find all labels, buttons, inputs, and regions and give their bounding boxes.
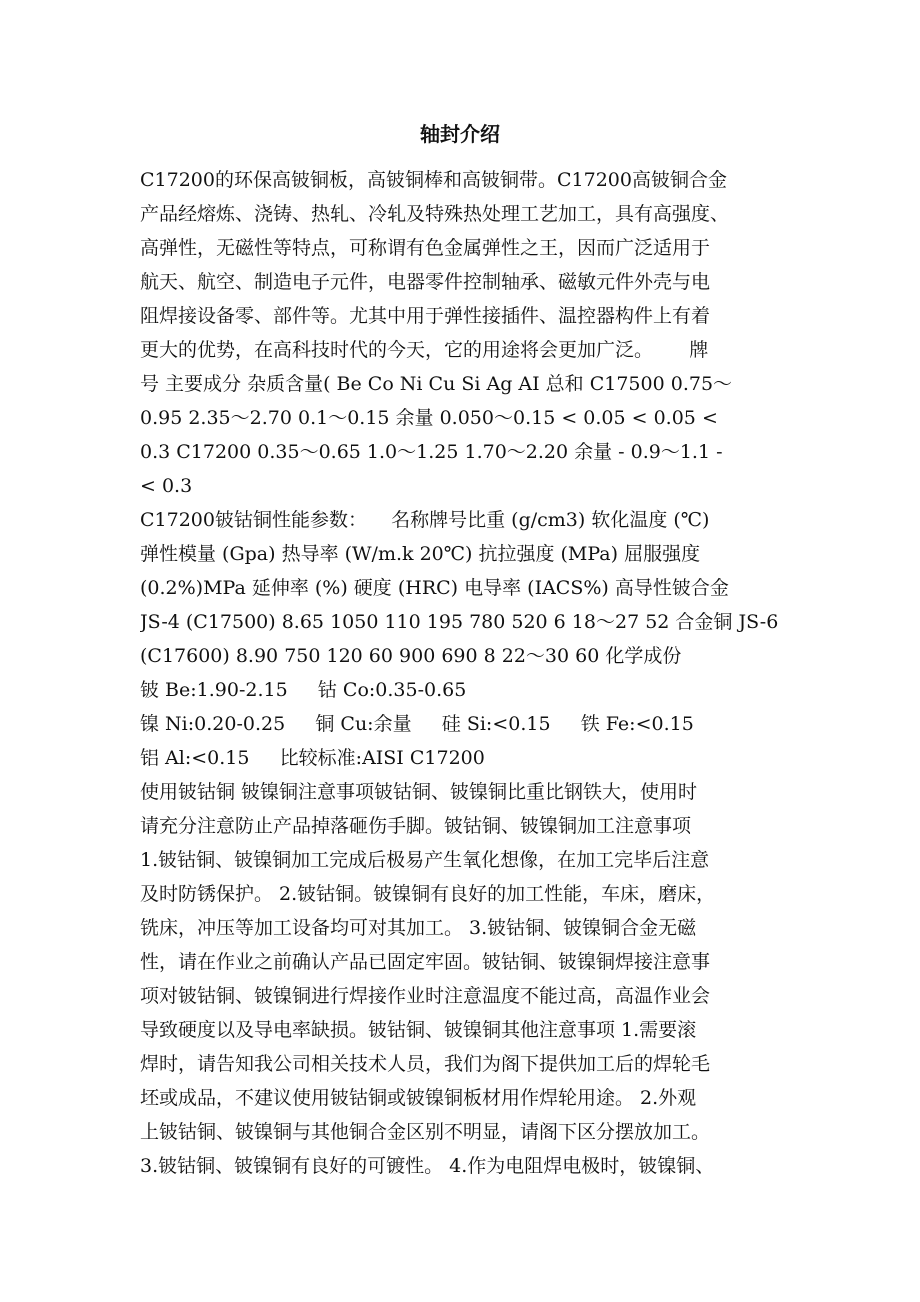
- body-line: 0.95 2.35～2.70 0.1～0.15 余量 0.050～0.15 < 0.05 < 0.05 <: [140, 407, 718, 429]
- body-line: 请充分注意防止产品掉落砸伤手脚。铍钴铜、铍镍铜加工注意事项: [140, 815, 692, 837]
- body-line: < 0.3: [140, 475, 193, 497]
- body-line: 3.铍钴铜、铍镍铜有良好的可镀性。 4.作为电阻焊电极时，铍镍铜、: [140, 1155, 715, 1177]
- body-line: 0.3 C17200 0.35～0.65 1.0～1.25 1.70～2.20 余量 - 0.9～1.1 -: [140, 441, 723, 463]
- body-line: 项对铍钴铜、铍镍铜进行焊接作业时注意温度不能过高，高温作业会: [140, 985, 711, 1007]
- body-line: 产品经熔炼、浇铸、热轧、冷轧及特殊热处理工艺加工，具有高强度、: [140, 203, 730, 225]
- body-line: 1.铍钴铜、铍镍铜加工完成后极易产生氧化想像，在加工完毕后注意: [140, 849, 710, 871]
- body-line: 上铍钴铜、铍镍铜与其他铜合金区别不明显，请阁下区分摆放加工。: [140, 1121, 711, 1143]
- body-line: C17200铍钴铜性能参数： 名称牌号比重 (g/cm3) 软化温度 (℃): [140, 509, 710, 531]
- document-title: 轴封介绍: [420, 122, 500, 146]
- body-line: 航天、航空、制造电子元件，电器零件控制轴承、磁敏元件外壳与电: [140, 271, 711, 293]
- body-line: 高弹性，无磁性等特点，可称谓有色金属弹性之王，因而广泛适用于: [140, 237, 711, 259]
- body-line: 铣床，冲压等加工设备均可对其加工。 3.铍钴铜、铍镍铜合金无磁: [140, 917, 697, 939]
- body-line: (0.2%)MPa 延伸率 (%) 硬度 (HRC) 电导率 (IACS%) 高导性铍合金: [140, 577, 729, 599]
- body-line: 更大的优势，在高科技时代的今天，它的用途将会更加广泛。 牌: [140, 339, 709, 361]
- body-line: 镍 Ni:0.20-0.25 铜 Cu:余量 硅 Si:<0.15 铁 Fe:<0.15: [140, 713, 694, 735]
- body-line: 弹性模量 (Gpa) 热导率 (W/m.k 20℃) 抗拉强度 (MPa) 屈服强度: [140, 543, 701, 565]
- body-line: 焊时，请告知我公司相关技术人员，我们为阁下提供加工后的焊轮毛: [140, 1053, 711, 1075]
- body-line: C17200的环保高铍铜板，高铍铜棒和高铍铜带。C17200高铍铜合金: [140, 169, 727, 191]
- body-line: 导致硬度以及导电率缺损。铍钴铜、铍镍铜其他注意事项 1.需要滚: [140, 1019, 697, 1041]
- body-line: 号 主要成分 杂质含量( Be Co Ni Cu Si Ag AI 总和 C17500 0.75～: [140, 373, 733, 395]
- body-line: 铝 Al:<0.15 比较标准:AISI C17200: [140, 747, 485, 769]
- body-line: (C17600) 8.90 750 120 60 900 690 8 22～30 60 化学成份: [140, 645, 682, 667]
- body-line: 性，请在作业之前确认产品已固定牢固。铍钴铜、铍镍铜焊接注意事: [140, 951, 711, 973]
- body-line: 及时防锈保护。 2.铍钴铜。铍镍铜有良好的加工性能，车床，磨床，: [140, 883, 716, 905]
- body-line: 铍 Be:1.90-2.15 钴 Co:0.35-0.65: [140, 679, 467, 701]
- body-line: 坯或成品，不建议使用铍钴铜或铍镍铜板材用作焊轮用途。 2.外观: [140, 1087, 697, 1109]
- body-line: 使用铍钴铜 铍镍铜注意事项铍钴铜、铍镍铜比重比钢铁大，使用时: [140, 781, 698, 803]
- body-line: 阻焊接设备零、部件等。尤其中用于弹性接插件、温控器构件上有着: [140, 305, 711, 327]
- document-body: [140, 163, 800, 1183]
- body-line: JS-4 (C17500) 8.65 1050 110 195 780 520 6 18～27 52 合金铜 JS-6: [140, 611, 779, 633]
